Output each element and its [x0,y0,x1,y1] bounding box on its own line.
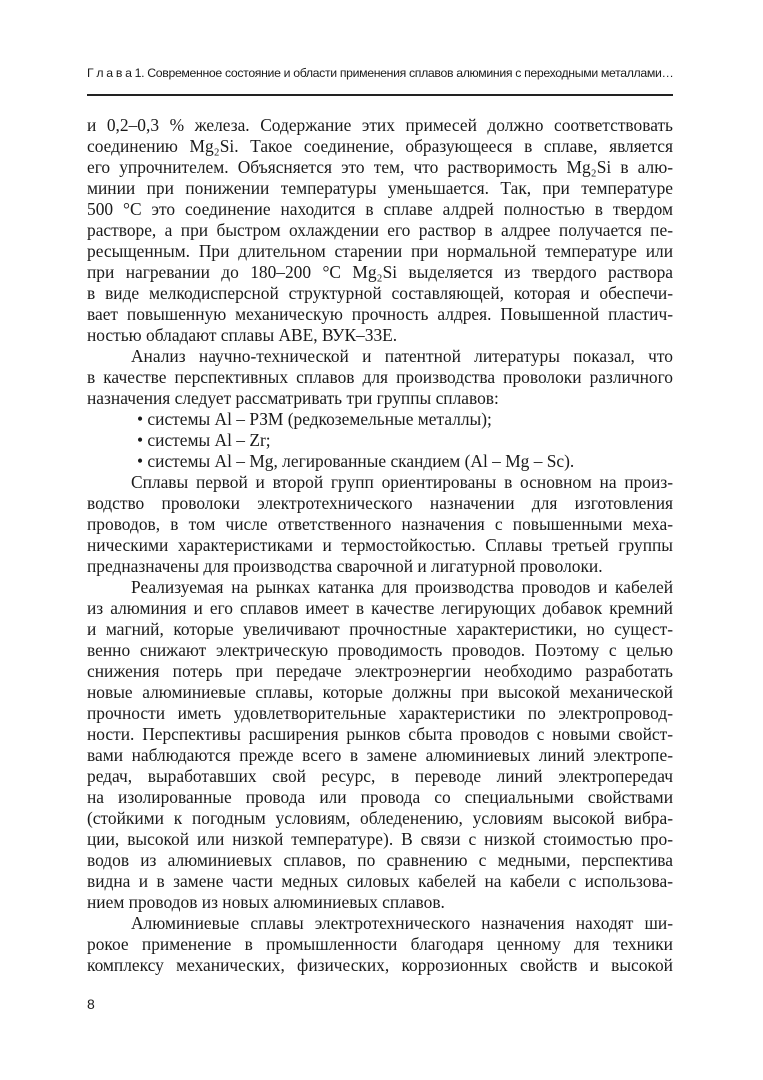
text-line: рокое применение в промышленности благодаря ценному для техники [87,934,673,954]
text-line: Алюминиевые сплавы электротехнического назначения находят ши- [131,913,673,933]
text-line: Реализуемая на рынках катанка для производства проводов и кабелей [131,577,673,597]
text-line: в качестве перспективных сплавов для производства проволоки различного [87,367,673,387]
text-line: растворе, а при быстром охлаждении его раствор в алдрее получается пе- [87,220,673,240]
text-line: Сплавы первой и второй групп ориентированы в основном на произ- [131,472,673,492]
text-line: и магний, которые увеличивают прочностные характеристики, но сущест- [87,619,673,639]
text-line: минии при понижении температуры уменьшается. Так, при температуре [87,178,673,198]
text-line: ностью обладают сплавы АВЕ, ВУК–33Е. [87,325,398,345]
text-line: водство проволоки электротехнического назначении для изготовления [87,493,673,513]
body-text [87,115,673,976]
text-line: вает повышенную механическую прочность алдрея. Повышенной пластич- [87,304,673,324]
text-line: проводов, в том числе ответственного назначения с повышенными меха- [87,514,673,534]
text-line: назначения следует рассматривать три группы сплавов: [87,388,499,408]
list-item: • системы Al – Mg, легированные скандием (Al – Mg – Sc). [137,451,575,471]
list-item: • системы Al – Zr; [137,430,271,450]
text-line: при нагревании до 180–200 °С Mg₂Si выделяется из твердого раствора [87,262,673,282]
page-number: 8 [87,996,95,1012]
text-line: вами наблюдаются прежде всего в замене алюминиевых линий электропе- [87,745,673,765]
text-line: ности. Перспективы расширения рынков сбыта проводов с новыми свойст- [87,724,673,744]
list-item: • системы Al – РЗМ (редкоземельные металлы); [137,409,492,429]
text-line: Анализ научно-технической и патентной литературы показал, что [131,346,673,366]
text-line: ническими характеристиками и термостойкостью. Сплавы третьей группы [87,535,673,555]
text-line: нием проводов из новых алюминиевых сплавов. [87,892,445,912]
text-line: прочности иметь удовлетворительные характеристики по электропровод- [87,703,673,723]
text-line: венно снижают электрическую проводимость проводов. Поэтому с целью [87,640,673,660]
text-line: предназначены для производства сварочной и лигатурной проволоки. [87,556,603,576]
text-line: редач, выработавших свой ресурс, в переводе линий электропередач [87,766,673,786]
text-line: ресыщенным. При длительном старении при нормальной температуре или [87,241,673,261]
text-line: (стойкими к погодным условиям, обледенению, условиям высокой вибра- [87,808,673,828]
text-line: из алюминия и его сплавов имеет в качестве легирующих добавок кремний [87,598,673,618]
text-line: 500 °С это соединение находится в сплаве алдрей полностью в твердом [87,199,673,219]
running-header: Г л а в а 1. Современное состояние и области применения сплавов алюминия с переходными металлами… [87,66,674,80]
text-line: новые алюминиевые сплавы, которые должны при высокой механической [87,682,673,702]
text-line: снижения потерь при передаче электроэнергии необходимо разработать [87,661,673,681]
text-line: на изолированные провода или провода со специальными свойствами [87,787,673,807]
text-line: и 0,2–0,3 % железа. Содержание этих примесей должно соответствовать [87,115,673,135]
text-line: ции, высокой или низкой температуре). В связи с низкой стоимостью про- [87,829,673,849]
text-line: комплексу механических, физических, коррозионных свойств и высокой [87,955,673,975]
text-line: водов из алюминиевых сплавов, по сравнению с медными, перспектива [87,850,673,870]
text-line: соединению Mg₂Si. Такое соединение, образующееся в сплаве, является [87,136,673,156]
header-rule [87,94,673,96]
text-line: в виде мелкодисперсной структурной составляющей, которая и обеспечи- [87,283,673,303]
text-line: его упрочнителем. Объясняется это тем, что растворимость Mg₂Si в алю- [87,157,673,177]
text-line: видна и в замене части медных силовых кабелей на кабели с использова- [87,871,673,891]
